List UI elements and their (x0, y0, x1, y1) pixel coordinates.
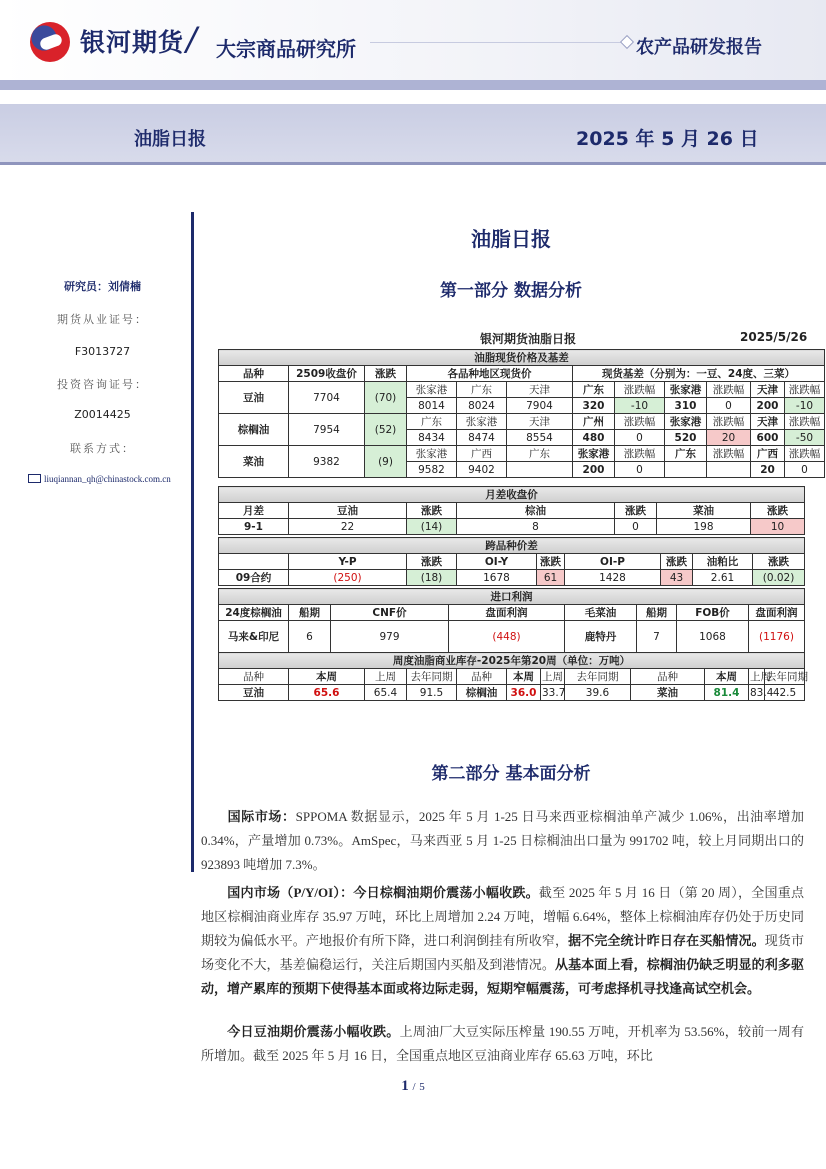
table-cell: 09合约 (219, 570, 289, 586)
table-cell: 1428 (565, 570, 661, 586)
table-cell: 各品种地区现货价 (407, 366, 573, 382)
table-cell: (14) (407, 519, 457, 535)
spot-price-table (218, 349, 825, 478)
table-cell: 8554 (507, 430, 573, 446)
table-cell: 广东 (507, 446, 573, 462)
table-row (219, 414, 825, 430)
table-cell: 油粕比 (693, 554, 753, 570)
table-cell: 600 (751, 430, 785, 446)
table-cell: (1176) (749, 621, 805, 653)
table-cell: 涨跌 (407, 503, 457, 519)
table-cell: 2.61 (693, 570, 753, 586)
table-cell: (250) (289, 570, 407, 586)
table-cell: 广东 (407, 414, 457, 430)
table-cell: 去年同期 (407, 669, 457, 685)
sidebar-divider (191, 212, 194, 872)
table-cell: 品种 (631, 669, 705, 685)
table-cell: 盘面利润 (449, 605, 565, 621)
table-cell: 0 (785, 462, 825, 478)
table-cell: 天津 (751, 382, 785, 398)
table-row (219, 570, 805, 586)
table-cell: 7904 (507, 398, 573, 414)
table-cell: (18) (407, 570, 457, 586)
table-cell: 上周 (541, 669, 565, 685)
table-cell: 去年同期 (765, 669, 805, 685)
invest-cert-label: 投资咨询证号： (57, 378, 148, 391)
document-title: 油脂日报 (471, 227, 551, 251)
table-row (219, 621, 805, 653)
table-cell: 张家港 (665, 382, 707, 398)
table-cell: 7 (637, 621, 677, 653)
table-cell: 1678 (457, 570, 537, 586)
weekly-stock-table (218, 652, 808, 701)
paragraph-international: 国际市场：SPPOMA 数据显示，2025 年 5 月 1-25 日马来西亚棕榈油单产减少 1.06%，出油率增加 0.34%，产量增加 0.73%。AmSpec，马来西亚 5 月 1-25 日棕榈油出口量为 991702 吨，较上月同期出口的 923893 吨增加 7.3%。 (201, 809, 804, 872)
invest-cert-number: Z0014425 (74, 408, 131, 421)
table-cell: 42.5 (765, 685, 805, 701)
table-cell: 33.7 (542, 686, 566, 699)
table-cell: 65.6 (289, 685, 365, 701)
cross-variety-table (218, 537, 805, 586)
table-cell: 9382 (289, 446, 365, 478)
table-row (219, 382, 825, 398)
table-cell: 船期 (289, 605, 331, 621)
report-date: 2025 年 5 月 26 日 (576, 128, 759, 150)
table-cell: 6 (289, 621, 331, 653)
table-cell: 张家港 (573, 446, 615, 462)
table-cell: 品种 (457, 669, 507, 685)
table-cell: 涨跌幅 (615, 446, 665, 462)
table-cell: 涨跌 (407, 554, 457, 570)
table-cell: 涨跌 (365, 366, 407, 382)
section-header: 周度油脂商业库存-2025年第20周（单位：万吨） (219, 653, 805, 669)
researcher-name: 研究员：刘倩楠 (64, 280, 141, 293)
table-cell: 涨跌幅 (615, 382, 665, 398)
table-cell: 盘面利润 (749, 605, 805, 621)
table-cell: 310 (665, 398, 707, 414)
table-cell: 涨跌 (661, 554, 693, 570)
table-cell: FOB价 (677, 605, 749, 621)
table-cell: 200 (573, 462, 615, 478)
table-cell: 棕榈油 (457, 685, 507, 701)
section-header: 跨品种价差 (219, 538, 805, 554)
table-cell: 现货基差（分别为：一豆、24度、三菜） (573, 366, 825, 382)
institute-name: 大宗商品研究所 (216, 37, 356, 61)
table-cell: 广东 (665, 446, 707, 462)
table-cell: 广西 (457, 446, 507, 462)
table-cell: (52) (365, 414, 407, 446)
table-cell: 品种 (219, 669, 289, 685)
paragraph-domestic: 国内市场（P/Y/OI）：今日棕榈油期价震荡小幅收跌。截至 2025 年 5 月 16 日（第 20 周），全国重点地区棕榈油商业库存 35.97 万吨，环比上周增加 2.24 万吨，增幅 6.64%，整体上棕榈油库存仍处于历史同期较为偏低水平。产地报价有所下降，进口利润倒挂有所收窄，据不完全统计昨日存在买船情况。现货市场变化不大，基差偏稳运行，关注后期国内买船及到港情况。从基本面上看，棕榈油仍缺乏明显的利多驱动，增产累库的预期下使得基本面或将边际走弱，短期窄幅震荡，可考虑择机寻找逢高试空机会。 (201, 885, 804, 996)
table-cell: -50 (785, 430, 825, 446)
month-spread-table (218, 486, 805, 535)
table-cell: 张家港 (665, 414, 707, 430)
table-cell: 9402 (457, 462, 507, 478)
table-cell: 马来&印尼 (219, 621, 289, 653)
table-cell: -10 (785, 398, 825, 414)
table-cell: 涨跌幅 (707, 446, 751, 462)
table-cell (665, 462, 707, 478)
table-date: 2025/5/26 (740, 330, 808, 344)
email-link[interactable]: liuqiannan_qh@chinastock.com.cn (28, 474, 171, 484)
table-cell: 36.0 (507, 685, 541, 701)
section-heading-fundamentals: 第二部分 基本面分析 (431, 764, 591, 784)
table-cell: 1068 (677, 621, 749, 653)
table-cell (507, 462, 573, 478)
table-cell: OI-Y (457, 554, 537, 570)
table-cell: 上周 (365, 669, 407, 685)
section-heading-data: 第一部分 数据分析 (440, 281, 582, 301)
table-cell: 广东 (573, 382, 615, 398)
table-cell (219, 554, 289, 570)
table-cell: 涨跌 (615, 503, 657, 519)
table-cell: 涨跌幅 (785, 446, 825, 462)
report-name: 油脂日报 (134, 129, 206, 150)
table-cell: 320 (573, 398, 615, 414)
contact-label: 联系方式： (70, 442, 135, 455)
table-cell: 8434 (407, 430, 457, 446)
table-cell: 涨跌幅 (785, 382, 825, 398)
table-cell: 0 (707, 398, 751, 414)
table-cell: (70) (365, 382, 407, 414)
table-cell: 菜油 (631, 685, 705, 701)
table-cell: 张家港 (407, 382, 457, 398)
table-cell: 20 (707, 430, 751, 446)
table-cell: 2509收盘价 (289, 366, 365, 382)
table-cell: 鹿特丹 (565, 621, 637, 653)
table-cell: 22 (289, 519, 407, 535)
table-cell: 菜油 (219, 446, 289, 478)
table-cell: 豆油 (289, 503, 407, 519)
table-cell: 20 (751, 462, 785, 478)
table-cell: 9-1 (219, 519, 289, 535)
table-cell: 83.4 (750, 686, 774, 699)
table-cell: 0 (615, 462, 665, 478)
import-profit-table (218, 588, 805, 653)
table-cell: 91.5 (407, 685, 457, 701)
paragraph-soybean-oil: 今日豆油期价震荡小幅收跌。上周油厂大豆实际压榨量 190.55 万吨，开机率为 53.56%，较前一周有所增加。截至 2025 年 5 月 16 日，全国重点地区豆油商业库存 65.63 万吨，环比 (201, 1024, 804, 1063)
table-cell: 7704 (289, 382, 365, 414)
table-cell: 81.4 (705, 685, 749, 701)
table-cell: 520 (665, 430, 707, 446)
table-row (219, 519, 805, 535)
table-cell: 天津 (507, 382, 573, 398)
table-cell: 涨跌 (753, 554, 805, 570)
table-cell: (9) (365, 446, 407, 478)
brand-name: 银河期货 (80, 28, 185, 57)
report-type: 农产品研发报告 (636, 37, 762, 58)
table-cell: 张家港 (457, 414, 507, 430)
table-cell: 200 (751, 398, 785, 414)
table-cell: 棕榈油 (219, 414, 289, 446)
table-cell: 品种 (219, 366, 289, 382)
table-cell: 毛菜油 (565, 605, 637, 621)
table-cell: 上周 (749, 669, 765, 685)
section-header: 油脂现货价格及基差 (219, 350, 825, 366)
table-cell: 979 (331, 621, 449, 653)
table-cell: 广西 (751, 446, 785, 462)
header-divider: / (186, 20, 197, 58)
table-cell: (0.02) (753, 570, 805, 586)
table-cell: 本周 (705, 669, 749, 685)
table-cell: OI-P (565, 554, 661, 570)
table-cell: 0 (615, 519, 657, 535)
table-cell: 广东 (457, 382, 507, 398)
table-cell: 涨跌 (751, 503, 805, 519)
futures-cert-number: F3013727 (74, 345, 131, 358)
table-cell: 198 (657, 519, 751, 535)
table-cell (707, 462, 751, 478)
table-cell: 天津 (751, 414, 785, 430)
section-header: 进口利润 (219, 589, 805, 605)
table-row (219, 685, 805, 701)
table-cell: CNF价 (331, 605, 449, 621)
table-cell: (448) (449, 621, 565, 653)
section-header: 月差收盘价 (219, 487, 805, 503)
table-cell: 8474 (457, 430, 507, 446)
table-cell: 24度棕榈油 (219, 605, 289, 621)
table-title: 银河期货油脂日报 (480, 332, 577, 346)
table-cell: 本周 (289, 669, 365, 685)
table-cell: 10 (751, 519, 805, 535)
table-cell: 0 (615, 430, 665, 446)
table-cell: 43 (661, 570, 693, 586)
table-cell: 菜油 (657, 503, 751, 519)
table-cell: Y-P (289, 554, 407, 570)
table-cell: 39.6 (565, 685, 631, 701)
table-cell: 月差 (219, 503, 289, 519)
galaxy-logo-icon (30, 22, 70, 62)
table-cell: 7954 (289, 414, 365, 446)
futures-cert-label: 期货从业证号： (57, 313, 148, 326)
table-cell: 涨跌幅 (707, 414, 751, 430)
table-cell: 8024 (457, 398, 507, 414)
table-cell: 广州 (573, 414, 615, 430)
table-cell: 8014 (407, 398, 457, 414)
envelope-icon (28, 474, 41, 483)
table-cell: 棕油 (457, 503, 615, 519)
table-cell: 本周 (507, 669, 541, 685)
table-cell: 天津 (507, 414, 573, 430)
table-cell: 涨跌幅 (615, 414, 665, 430)
table-cell: 涨跌幅 (707, 382, 751, 398)
table-cell: 涨跌 (537, 554, 565, 570)
table-cell: 61 (537, 570, 565, 586)
table-cell: 9582 (407, 462, 457, 478)
table-cell: 张家港 (407, 446, 457, 462)
table-cell: 65.4 (365, 685, 407, 701)
table-row (219, 446, 825, 462)
header-band (0, 80, 826, 90)
table-cell: -10 (615, 398, 665, 414)
table-cell: 船期 (637, 605, 677, 621)
page-number: 1 / 5 (401, 1078, 425, 1094)
table-cell: 480 (573, 430, 615, 446)
header-rule (370, 42, 625, 43)
table-cell: 8 (457, 519, 615, 535)
table-cell: 涨跌幅 (785, 414, 825, 430)
table-cell: 豆油 (219, 685, 289, 701)
table-cell: 去年同期 (565, 669, 631, 685)
table-cell: 豆油 (219, 382, 289, 414)
